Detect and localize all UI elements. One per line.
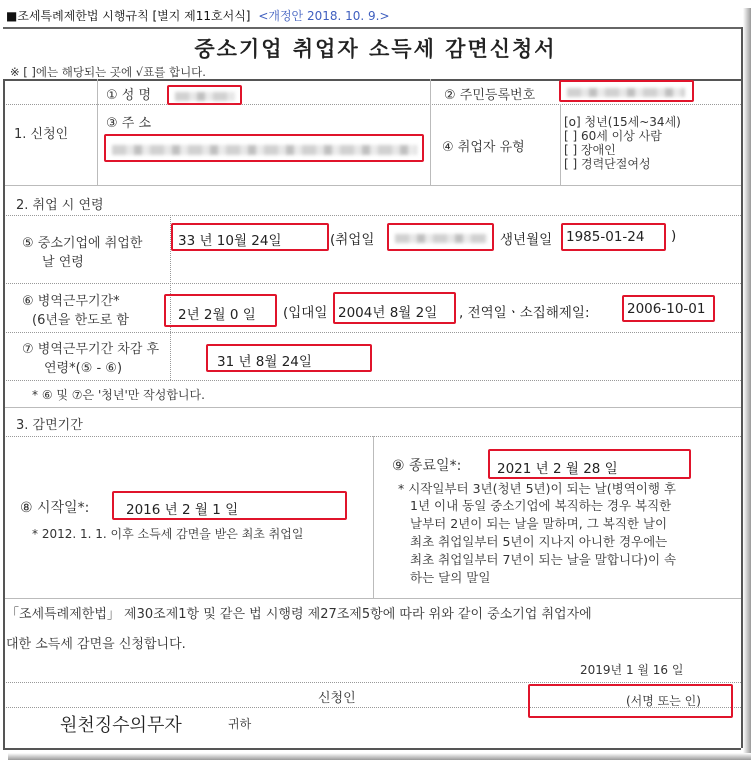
redacted-name (175, 92, 235, 101)
age-label-2: 날 연령 (42, 255, 84, 270)
section2-label: 2. 취업 시 연령 (16, 198, 104, 213)
type-elderly[interactable]: [ ] 60세 이상 사람 (564, 129, 662, 143)
adjusted-age-value: 31 년 8월 24일 (217, 354, 312, 370)
page-shadow-bottom (8, 753, 751, 760)
end-date-label: ⑨ 종료일*: (392, 458, 462, 474)
section1-label: 1. 신청인 (14, 127, 69, 142)
checkbox-note: ※ [ ]에는 해당되는 곳에 √표를 합니다. (10, 65, 206, 79)
hire-date-label: (취업일 (330, 232, 375, 248)
end-date-note-2: 1년 이내 동일 중소기업에 복직하는 경우 복직한 (410, 498, 672, 513)
law-reference: ■조세특례제한법 시행규칙 [별지 제11호서식] (6, 9, 251, 23)
declaration-line-2: 대한 소득세 감면을 신청합니다. (6, 637, 186, 652)
youth-footnote: * ⑥ 및 ⑦은 '청년'만 작성합니다. (32, 388, 205, 402)
start-date-label: ⑧ 시작일*: (20, 500, 90, 516)
redacted-address (112, 145, 417, 155)
recipient-suffix: 귀하 (228, 717, 252, 731)
discharge-field[interactable] (622, 295, 715, 322)
end-date-note-4: 최초 취업일부터 5년이 지나지 아니한 경우에는 (410, 534, 668, 549)
signature-field[interactable] (528, 684, 733, 718)
form-header (6, 7, 390, 24)
discharge-value: 2006-10-01 (627, 301, 706, 317)
rrn-field[interactable] (559, 80, 694, 102)
end-date-note-3: 날부터 2년이 되는 날을 말하며, 그 복직한 날이 (410, 516, 668, 531)
discharge-label: , 전역일ㆍ소집해제일: (459, 305, 590, 321)
redacted-hire-date (395, 234, 487, 243)
application-date: 2019년 1 월 16 일 (580, 663, 684, 677)
start-date-value: 2016 년 2 월 1 일 (126, 502, 239, 518)
end-date-value: 2021 년 2 월 28 일 (497, 461, 618, 477)
page-title: 중소기업 취업자 소득세 감면신청서 (194, 37, 557, 61)
signature-text: (서명 또는 인) (626, 694, 701, 708)
military-period-field[interactable] (164, 294, 277, 327)
hire-date-field[interactable] (387, 223, 494, 251)
recipient-title: 원천징수의무자 (60, 715, 182, 736)
adjusted-age-label-1: ⑦ 병역근무기간 차감 후 (22, 342, 160, 357)
type-disabled[interactable]: [ ] 장애인 (564, 143, 616, 157)
age-value: 33 년 10월 24일 (178, 233, 282, 249)
revision-date: <개정안 2018. 10. 9.> (258, 9, 390, 23)
applicant-label: 신청인 (318, 691, 356, 706)
enlist-field[interactable] (333, 292, 456, 324)
name-label: ① 성 명 (106, 88, 152, 103)
rrn-label: ② 주민등록번호 (444, 88, 536, 103)
worker-type-label: ④ 취업자 유형 (442, 140, 525, 155)
birth-value: 1985-01-24 (566, 229, 645, 245)
declaration-line-1: 「조세특례제한법」 제30조제1항 및 같은 법 시행령 제27조제5항에 따라 위와 같이 중소기업 취업자에 (6, 607, 592, 622)
age-label-1: ⑤ 중소기업에 취업한 (22, 236, 143, 251)
end-date-note-5: 최초 취업일부터 7년이 되는 날을 말합니다)이 속 (410, 552, 677, 567)
end-date-field[interactable] (488, 449, 691, 479)
start-date-field[interactable] (112, 491, 347, 520)
name-field[interactable] (167, 85, 242, 105)
end-date-note-1: * 시작일부터 3년(청년 5년)이 되는 날(병역이행 후 (398, 481, 676, 496)
age-field[interactable] (171, 223, 329, 251)
birth-label: 생년월일 (500, 232, 553, 248)
enlist-value: 2004년 8월 2일 (338, 305, 438, 321)
adjusted-age-field[interactable] (206, 344, 372, 372)
address-label: ③ 주 소 (106, 116, 152, 131)
type-career-break[interactable]: [ ] 경력단절여성 (564, 157, 651, 171)
redacted-rrn (567, 88, 685, 97)
end-date-note-6: 하는 달의 말일 (410, 570, 491, 585)
section3-label: 3. 감면기간 (16, 418, 83, 433)
military-period-value: 2년 2월 0 일 (178, 307, 256, 323)
military-label-1: ⑥ 병역근무기간* (22, 294, 120, 309)
enlist-label: (입대일 (283, 305, 328, 321)
adjusted-age-label-2: 연령*(⑤ - ⑥) (44, 361, 123, 376)
page-shadow-right (743, 8, 751, 760)
start-date-note: * 2012. 1. 1. 이후 소득세 감면을 받은 최초 취업일 (32, 527, 304, 541)
type-youth[interactable]: [o] 청년(15세~34세) (564, 115, 681, 129)
birth-field[interactable] (561, 223, 666, 251)
military-label-2: (6년을 한도로 함 (32, 313, 129, 328)
birth-close: ) (671, 228, 677, 244)
address-field[interactable] (104, 134, 424, 162)
